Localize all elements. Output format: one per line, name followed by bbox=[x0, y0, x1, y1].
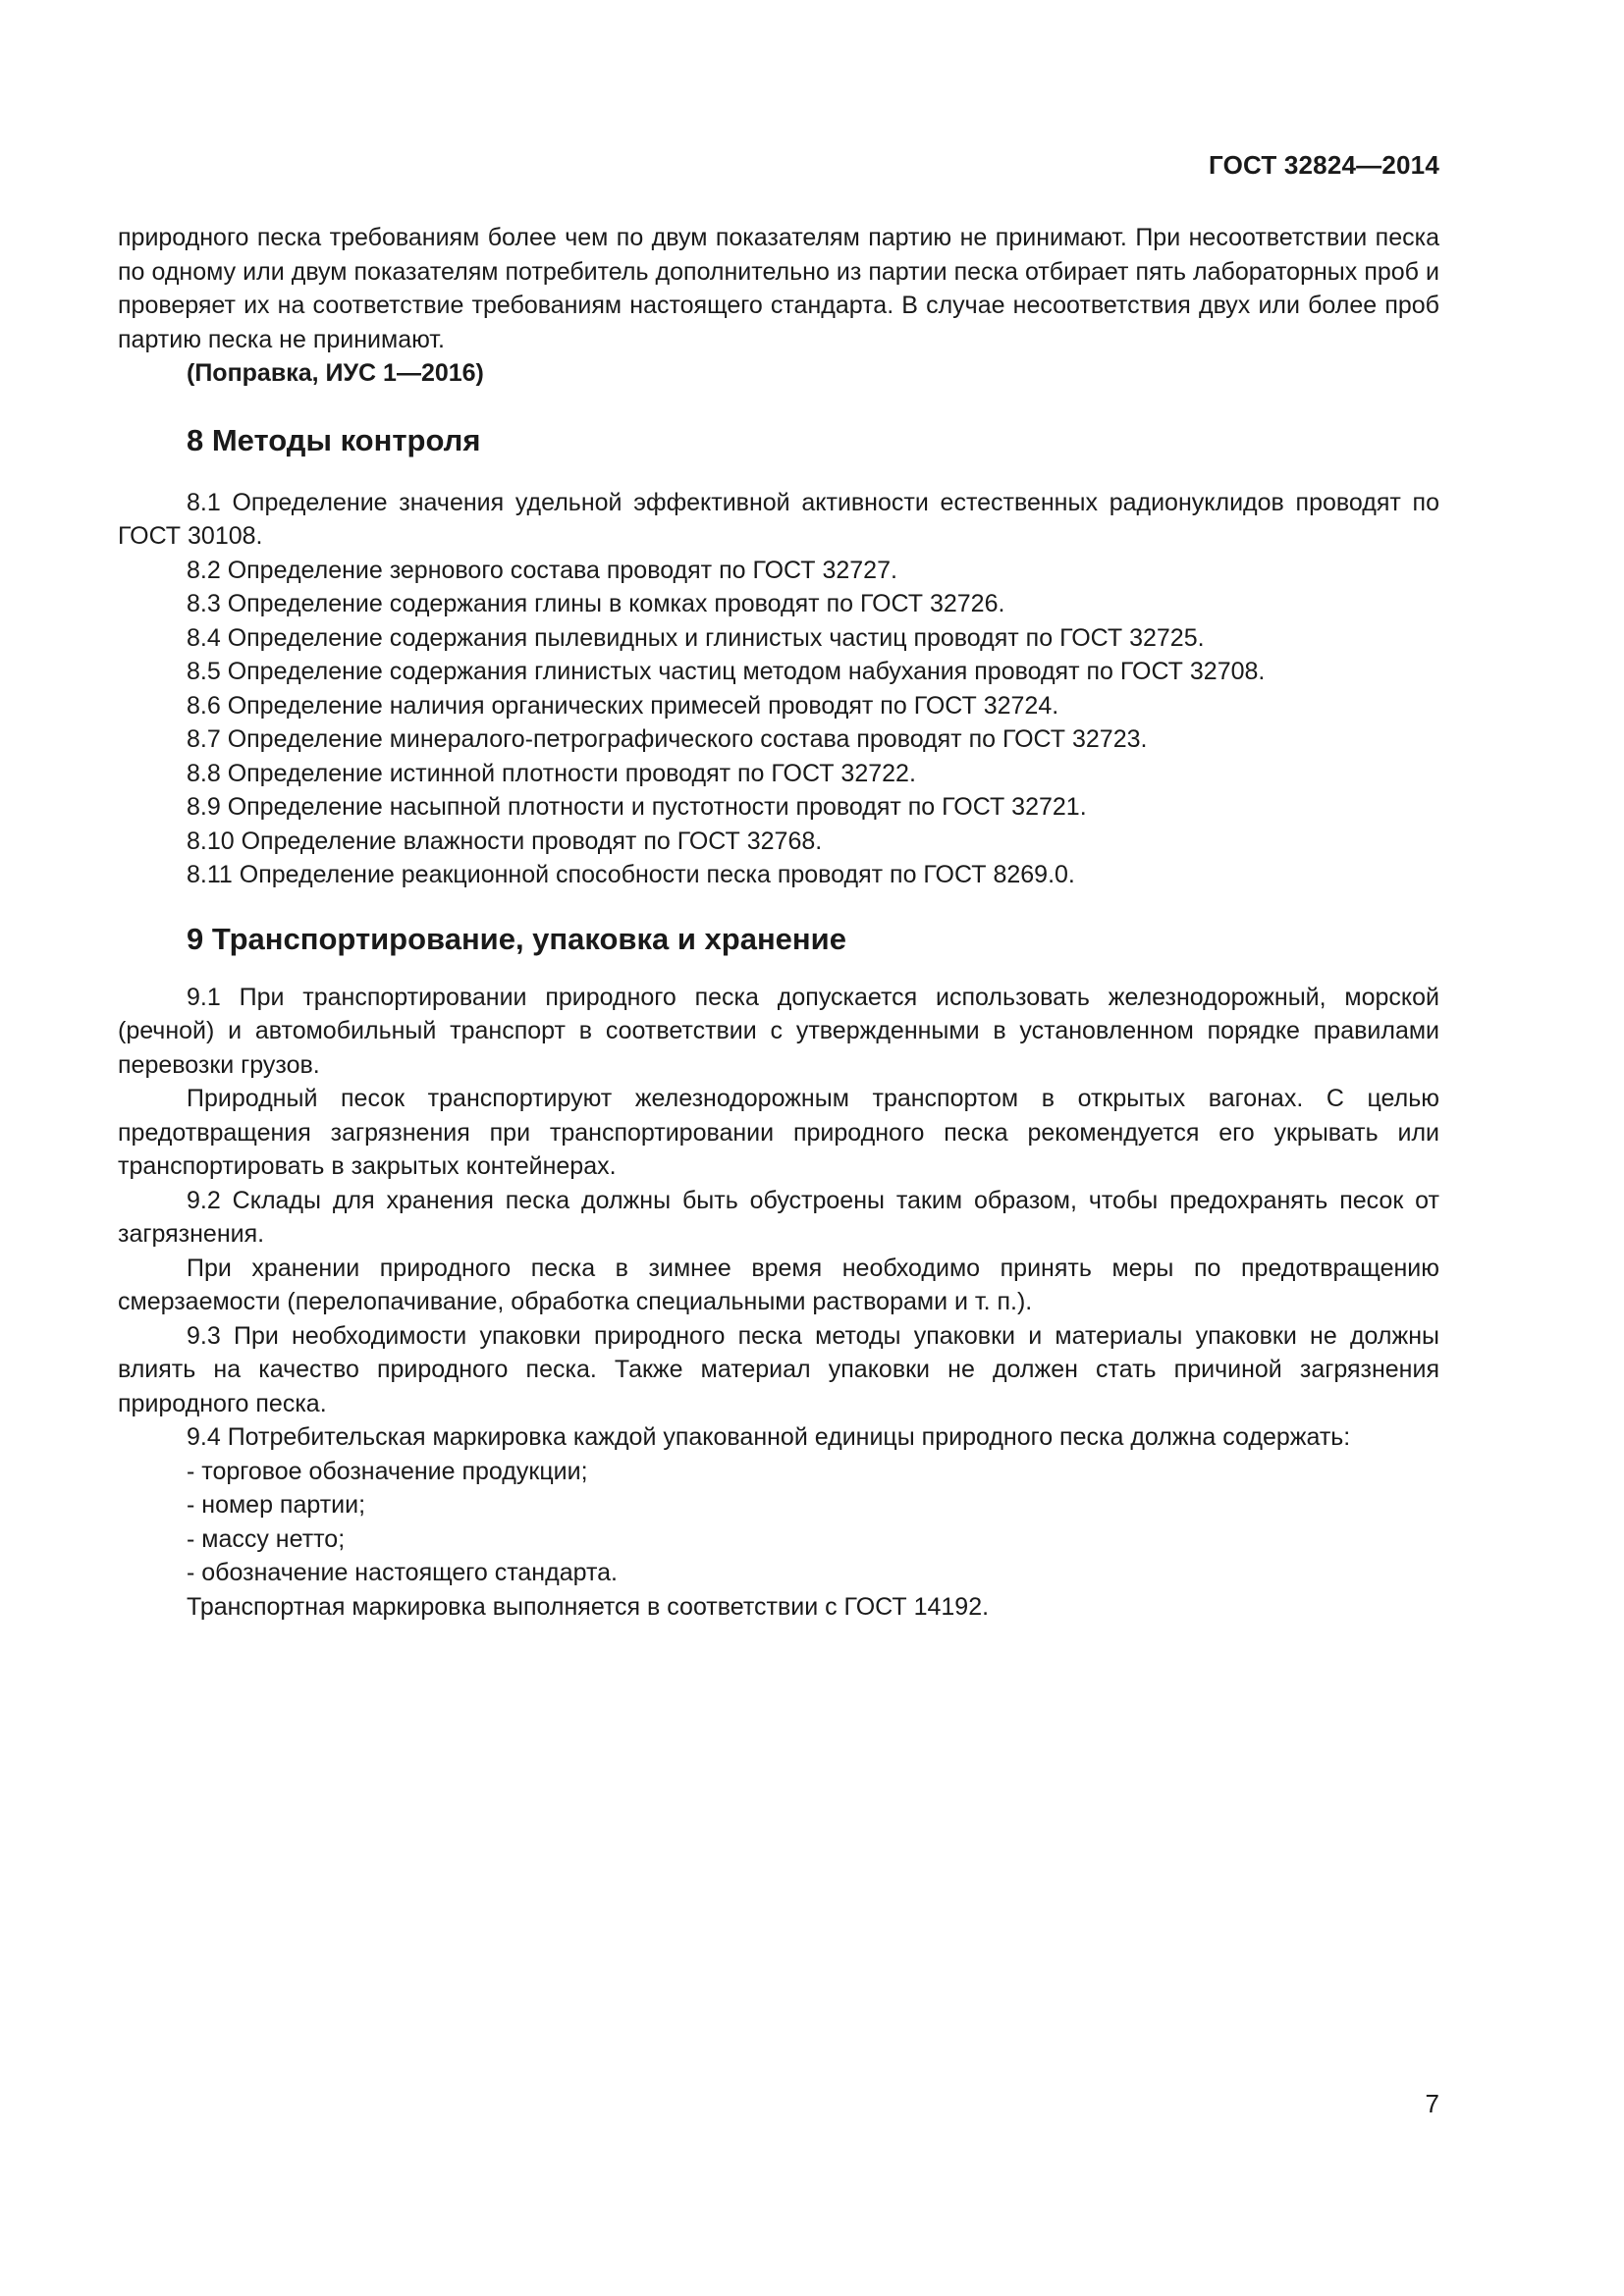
section-8-item-2: 8.2 Определение зернового состава проводят по ГОСТ 32727. bbox=[187, 556, 897, 584]
section-9-paragraph-5: 9.3 При необходимости упаковки природного песка методы упаковки и материалы упаковки не должны влиять на качество природного песка. Также материал упаковки не должен стать причиной загрязнения природного песка. bbox=[118, 1321, 1439, 1417]
section-8-item-10: 8.10 Определение влажности проводят по ГОСТ 32768. bbox=[187, 827, 823, 855]
section-8-item-3: 8.3 Определение содержания глины в комках проводят по ГОСТ 32726. bbox=[187, 590, 1005, 617]
section-8-item-11: 8.11 Определение реакционной способности песка проводят по ГОСТ 8269.0. bbox=[187, 861, 1075, 888]
marking-list-item: - массу нетто; bbox=[187, 1524, 346, 1553]
amendment-note: (Поправка, ИУС 1—2016) bbox=[187, 359, 484, 387]
section-9-paragraph-7: Транспортная маркировка выполняется в соответствии с ГОСТ 14192. bbox=[187, 1592, 990, 1621]
section-8-item-6: 8.6 Определение наличия органических примесей проводят по ГОСТ 32724. bbox=[187, 691, 1059, 720]
marking-list-item: - обозначение настоящего стандарта. bbox=[187, 1559, 618, 1586]
section-8-item-1: 8.1 Определение значения удельной эффективной активности естественных радионуклидов проводят по ГОСТ 30108. bbox=[118, 488, 1439, 550]
section-9-paragraph-1: 9.1 При транспортировании природного песка допускается использовать железнодорожный, морской (речной) и автомобильный транспорт в соответствии с утвержденными в установленном порядке правилами перевозки грузов. bbox=[118, 983, 1439, 1079]
page-number: 7 bbox=[1425, 2089, 1439, 2118]
section-8-item-4: 8.4 Определение содержания пылевидных и глинистых частиц проводят по ГОСТ 32725. bbox=[187, 623, 1205, 652]
section-8-item-7: 8.7 Определение минералого-петрографического состава проводят по ГОСТ 32723. bbox=[187, 725, 1148, 753]
section-9-paragraph-4: При хранении природного песка в зимнее время необходимо принять меры по предотвращению смерзаемости (перелопачивание, обработка специальными растворами и т. п.). bbox=[118, 1254, 1439, 1315]
document-body bbox=[118, 221, 1439, 1624]
section-9-paragraph-2: Природный песок транспортируют железнодорожным транспортом в открытых вагонах. С целью предотвращения загрязнения при транспортировании природного песка рекомендуется его укрывать или транспортировать в закрытых контейнерах. bbox=[118, 1085, 1439, 1180]
section-9-paragraph-6: 9.4 Потребительская маркировка каждой упакованной единицы природного песка должна содержать: bbox=[187, 1423, 1351, 1451]
marking-list-item: - номер партии; bbox=[187, 1491, 366, 1519]
section-9-paragraph-3: 9.2 Склады для хранения песка должны быть обустроены таким образом, чтобы предохранять песок от загрязнения. bbox=[118, 1186, 1439, 1248]
section-8-title: 8 Методы контроля bbox=[187, 422, 481, 457]
section-8-item-9: 8.9 Определение насыпной плотности и пустотности проводят по ГОСТ 32721. bbox=[187, 793, 1087, 821]
section-8-item-5: 8.5 Определение содержания глинистых частиц методом набухания проводят по ГОСТ 32708. bbox=[187, 658, 1266, 685]
intro-paragraph: природного песка требованиям более чем по двум показателям партию не принимают. При несоответствии песка по одному или двум показателям потребитель дополнительно из партии песка отбирает пять лабораторных проб и проверяет их на соответствие требованиям настоящего стандарта. В случае несоответствия двух или более проб партию песка не принимают. bbox=[118, 224, 1439, 353]
section-9-title: 9 Транспортирование, упаковка и хранение bbox=[187, 921, 846, 956]
document-header-id: ГОСТ 32824—2014 bbox=[1209, 150, 1439, 180]
marking-list-item: - торговое обозначение продукции; bbox=[187, 1457, 588, 1485]
section-8-item-8: 8.8 Определение истинной плотности проводят по ГОСТ 32722. bbox=[187, 759, 916, 787]
